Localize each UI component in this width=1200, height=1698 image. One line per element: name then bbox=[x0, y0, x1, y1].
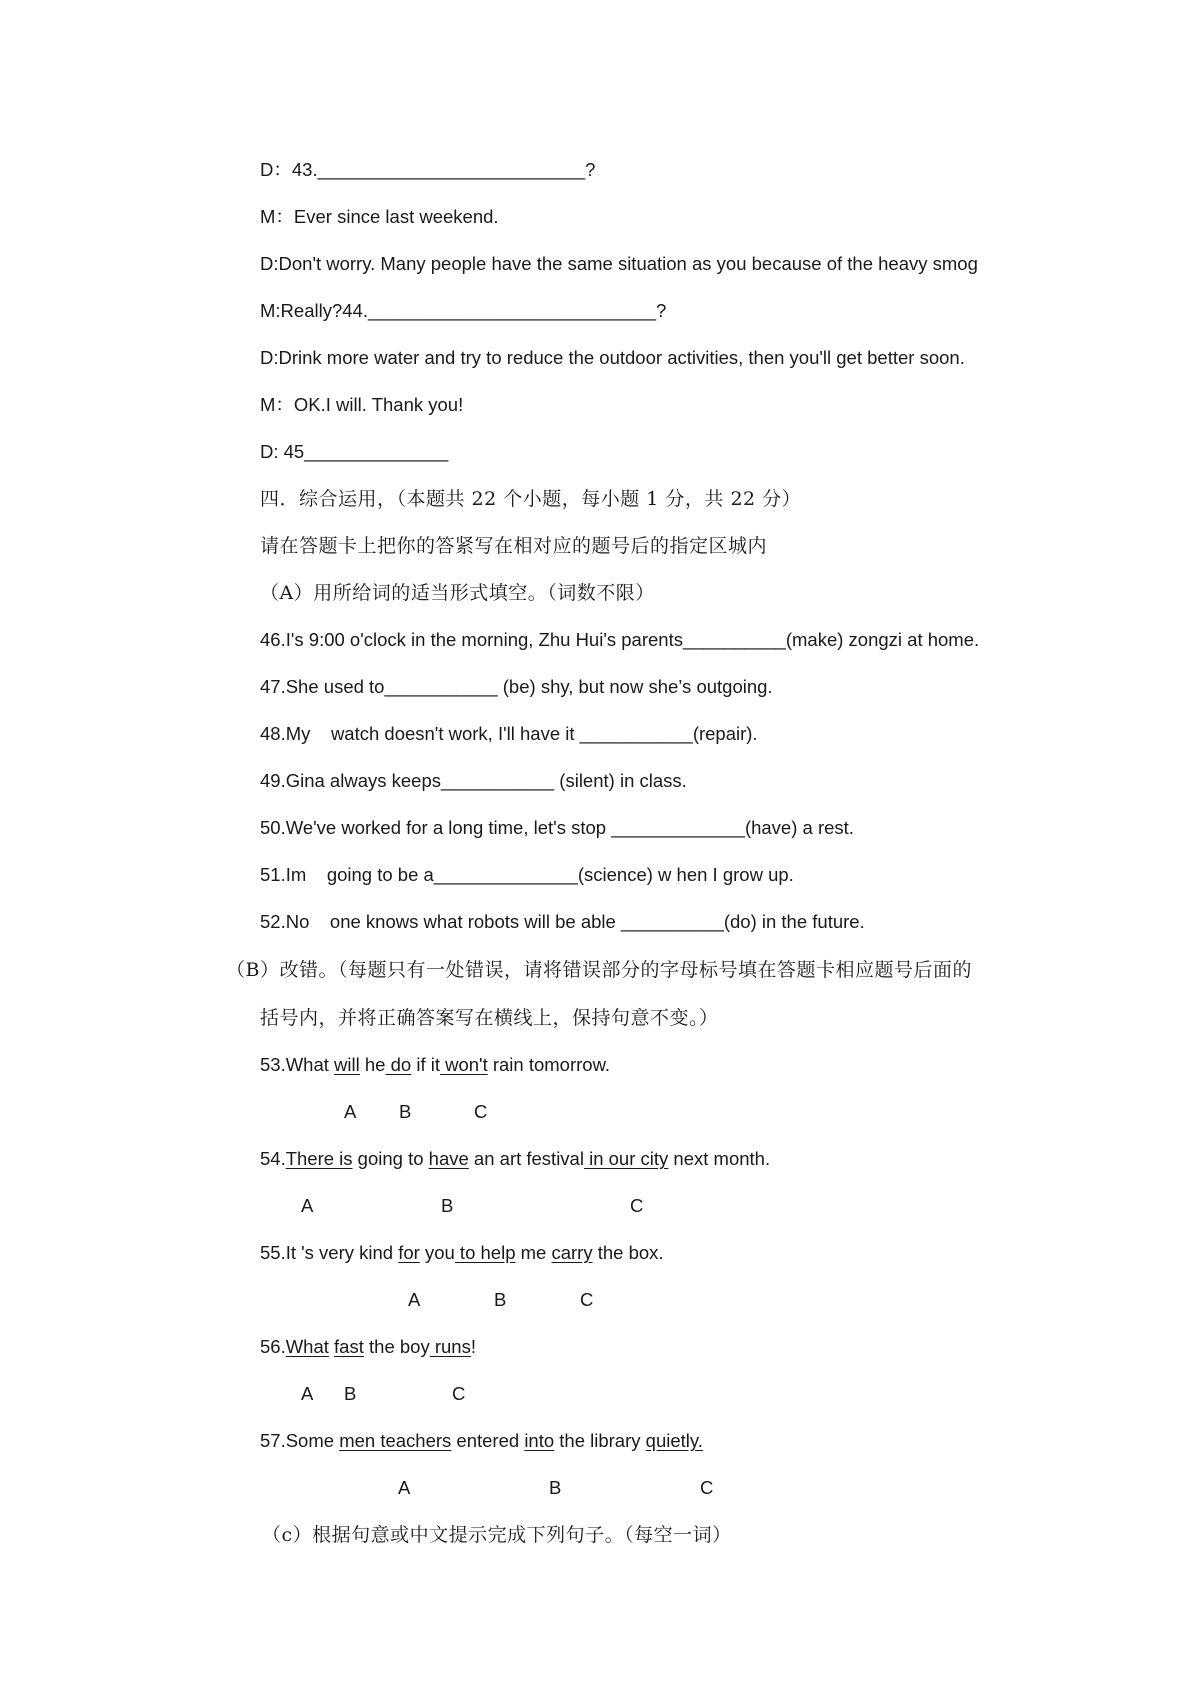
question-52: 52.No one knows what robots will be able __________(do) in the future. bbox=[260, 911, 865, 932]
question-46: 46.I's 9:00 o'clock in the morning, Zhu Hui's parents__________(make) zongzi at home. bbox=[260, 629, 980, 650]
part-c-title: （c）根据句意或中文提示完成下列句子。（每空一词） bbox=[262, 1524, 732, 1546]
part-a-title: （A）用所给词的适当形式填空。（词数不限） bbox=[260, 582, 655, 604]
question-55: 55.It 's very kind for you to help me carry the box. bbox=[260, 1242, 664, 1263]
option-letter-b: B bbox=[494, 1289, 507, 1310]
option-a-underline: There is bbox=[285, 1148, 353, 1169]
option-letter-c: C bbox=[474, 1101, 488, 1122]
option-c-underline: won't bbox=[439, 1054, 488, 1075]
option-letter-c: C bbox=[630, 1195, 644, 1216]
question-57: 57.Some men teachers entered into the library quietly. bbox=[260, 1430, 703, 1451]
option-a-underline: men teachers bbox=[339, 1430, 452, 1451]
option-c-underline: runs bbox=[429, 1336, 471, 1357]
dialogue-line: D:Don't worry. Many people have the same situation as you because of the heavy smog bbox=[260, 253, 978, 274]
dialogue-line-43: D：43.__________________________? bbox=[260, 159, 596, 180]
question-54: 54.There is going to have an art festival in our city next month. bbox=[260, 1148, 771, 1169]
option-letter-a: A bbox=[408, 1289, 421, 1310]
question-48: 48.My watch doesn't work, I'll have it ___________(repair). bbox=[260, 723, 758, 744]
question-47: 47.She used to___________ (be) shy, but now she’s outgoing. bbox=[260, 676, 773, 697]
option-letter-a: A bbox=[398, 1477, 411, 1498]
option-letter-b: B bbox=[549, 1477, 562, 1498]
option-letter-c: C bbox=[580, 1289, 594, 1310]
dialogue-line-44: M:Really?44.____________________________? bbox=[260, 300, 667, 321]
question-56: 56.What fast the boy runs! bbox=[260, 1336, 476, 1357]
part-b-title-continued: 括号内，并将正确答案写在横线上，保持句意不变。） bbox=[260, 1007, 719, 1029]
option-letter-b: B bbox=[344, 1383, 357, 1404]
question-53: 53.What will he do if it won't rain tomorrow. bbox=[260, 1054, 611, 1075]
part-b-title: （B）改错。（每题只有一处错误，请将错误部分的字母标号填在答题卡相应题号后面的 bbox=[226, 959, 972, 981]
dialogue-line: M：OK.I will. Thank you! bbox=[260, 394, 464, 415]
option-b-underline: to help bbox=[454, 1242, 516, 1263]
question-49: 49.Gina always keeps___________ (silent) in class. bbox=[260, 770, 687, 791]
option-c-underline: carry bbox=[551, 1242, 593, 1263]
dialogue-line: D:Drink more water and try to reduce the outdoor activities, then you'll get better soon. bbox=[260, 347, 965, 368]
option-a-underline: What bbox=[285, 1336, 329, 1357]
option-a-underline: will bbox=[334, 1054, 360, 1075]
option-letter-b: B bbox=[399, 1101, 412, 1122]
option-b-underline: fast bbox=[334, 1336, 364, 1357]
option-letter-c: C bbox=[700, 1477, 714, 1498]
option-b-underline: do bbox=[385, 1054, 412, 1075]
option-a-underline: for bbox=[398, 1242, 420, 1263]
section-instruction: 请在答题卡上把你的答紧写在相对应的题号后的指定区城内 bbox=[260, 535, 768, 557]
option-letter-a: A bbox=[301, 1383, 314, 1404]
option-c-underline: quietly. bbox=[645, 1430, 703, 1451]
section-heading: 四．综合运用，（本题共 22 个小题，每小题 1 分，共 22 分） bbox=[260, 488, 802, 510]
question-51: 51.Im going to be a______________(science) w hen I grow up. bbox=[260, 864, 794, 885]
option-letter-b: B bbox=[441, 1195, 454, 1216]
option-letter-a: A bbox=[301, 1195, 314, 1216]
option-letter-c: C bbox=[452, 1383, 466, 1404]
option-b-underline: into bbox=[524, 1430, 555, 1451]
question-50: 50.We've worked for a long time, let's stop _____________(have) a rest. bbox=[260, 817, 854, 838]
dialogue-line: M：Ever since last weekend. bbox=[260, 206, 499, 227]
dialogue-line-45: D: 45______________ bbox=[260, 441, 449, 462]
option-letter-a: A bbox=[344, 1101, 357, 1122]
option-c-underline: in our city bbox=[583, 1148, 669, 1169]
option-b-underline: have bbox=[428, 1148, 469, 1169]
